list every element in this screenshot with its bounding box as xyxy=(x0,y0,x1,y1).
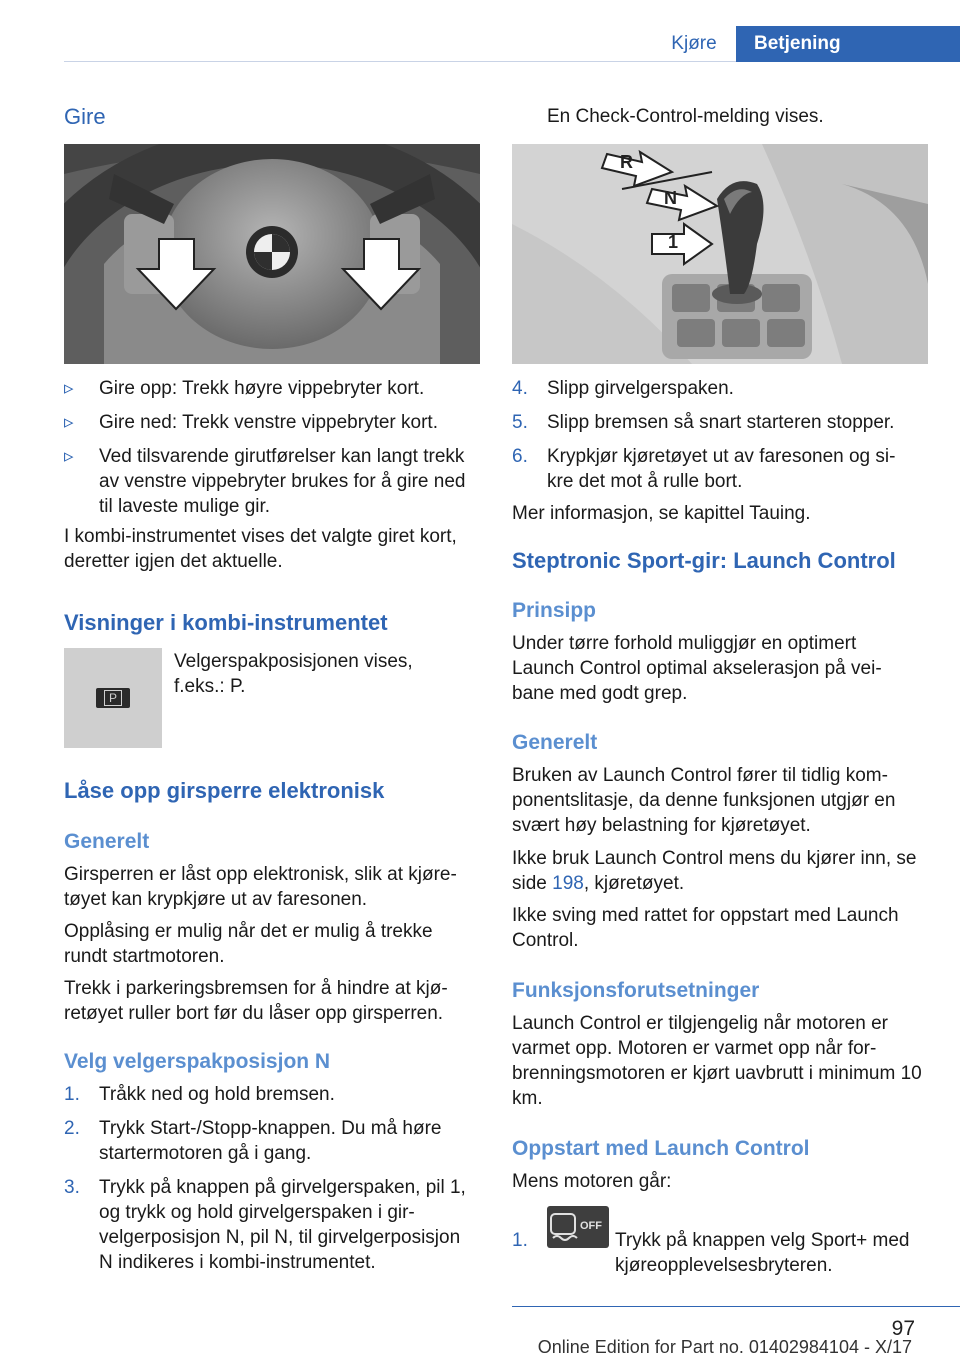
generelt-right-p3: Ikke sving med rattet for oppstart med Launch Control. xyxy=(512,905,899,951)
heading-generelt-right: Generelt xyxy=(512,731,598,754)
generelt-left-p2: Opplåsing er mulig når det er mulig å trekke rundt startmotoren. xyxy=(64,921,433,967)
heading-oppstart: Oppstart med Launch Control xyxy=(512,1137,810,1160)
heading-prinsipp: Prinsipp xyxy=(512,599,597,622)
section-title-gire: Gire xyxy=(64,104,106,129)
oppstart-text: Mens motoren går: xyxy=(512,1171,672,1192)
gear-display-box xyxy=(96,688,130,708)
heading-visninger: Visninger i kombi-instrumentet xyxy=(64,610,388,635)
gear-lever-drawing xyxy=(512,144,928,364)
arrow-label-n: N xyxy=(664,188,677,208)
page-number: 97 xyxy=(891,1317,915,1340)
generelt-right-p1: Bruken av Launch Control fører til tidlig kom-ponentslitasje, da denne funksjonen utgjør en svært høy belastning for kjøretøyet. xyxy=(512,765,896,836)
arrow-label-r: R xyxy=(620,152,633,172)
tab-kjore[interactable]: Kjøre xyxy=(671,33,717,54)
kombi-display-illustration xyxy=(64,648,162,748)
tab-betjening[interactable]: Betjening xyxy=(736,26,960,62)
steering-wheel-illustration xyxy=(64,144,480,364)
triangle-bullet-icon: ▹ xyxy=(64,378,74,399)
mer-informasjon: Mer informasjon, se kapittel Tauing. xyxy=(512,503,811,524)
heading-velg-n: Velg velgerspakposisjon N xyxy=(64,1050,331,1073)
heading-funksjonsforutsetninger: Funksjonsforutsetninger xyxy=(512,979,760,1002)
generelt-right-p2: Ikke bruk Launch Control mens du kjører inn, se side 198, kjøretøyet. xyxy=(512,848,917,894)
step1-text-line1: Trykk på knappen velg Sport+ med kjøreopplevelsesbryteren. xyxy=(615,1230,910,1276)
generelt-left-p3: Trekk i parkeringsbremsen for å hindre at kjø-retøyet ruller bort før du låser opp girsperren. xyxy=(64,978,448,1024)
triangle-bullet-icon: ▹ xyxy=(64,446,74,467)
heading-steptronic: Steptronic Sport-gir: Launch Control xyxy=(512,548,896,573)
triangle-bullet-icon: ▹ xyxy=(64,412,74,433)
check-control-text: En Check-Control-melding vises. xyxy=(547,106,824,127)
gear-lever-illustration xyxy=(512,144,928,364)
off-label: OFF xyxy=(580,1220,602,1232)
heading-laase-opp: Låse opp girsperre elektronisk xyxy=(64,778,385,803)
edition-text: Online Edition for Part no. 01402984104 - X/17 xyxy=(537,1337,912,1357)
visninger-text: Velgerspakposisjonen vises, f.eks.: P. xyxy=(174,651,413,697)
page-link-198[interactable]: 198 xyxy=(552,873,584,894)
prinsipp-text: Under tørre forhold muliggjør en optimert Launch Control optimal akselerasjon på vei-bane med godt grep. xyxy=(512,633,882,704)
generelt-left-p1: Girsperren er låst opp elektronisk, slik at kjøre-tøyet kan krypkjøre ut av faresonen. xyxy=(64,864,457,910)
footer-rule xyxy=(512,1306,960,1307)
steering-wheel-drawing xyxy=(64,144,480,364)
gire-note: I kombi-instrumentet vises det valgte giret kort, deretter igjen det aktuelle. xyxy=(64,526,457,572)
arrow-label-1: 1 xyxy=(668,232,679,252)
heading-generelt-left: Generelt xyxy=(64,830,150,853)
traction-off-button-icon xyxy=(547,1206,609,1248)
funksjons-text: Launch Control er tilgjengelig når motoren er varmet opp. Motoren er varmet opp når for-brenningsmotoren er kjørt uavbrutt i minimum 10 km. xyxy=(512,1013,922,1109)
step1-number: 1. xyxy=(512,1230,528,1251)
gear-letter: P xyxy=(104,690,122,706)
